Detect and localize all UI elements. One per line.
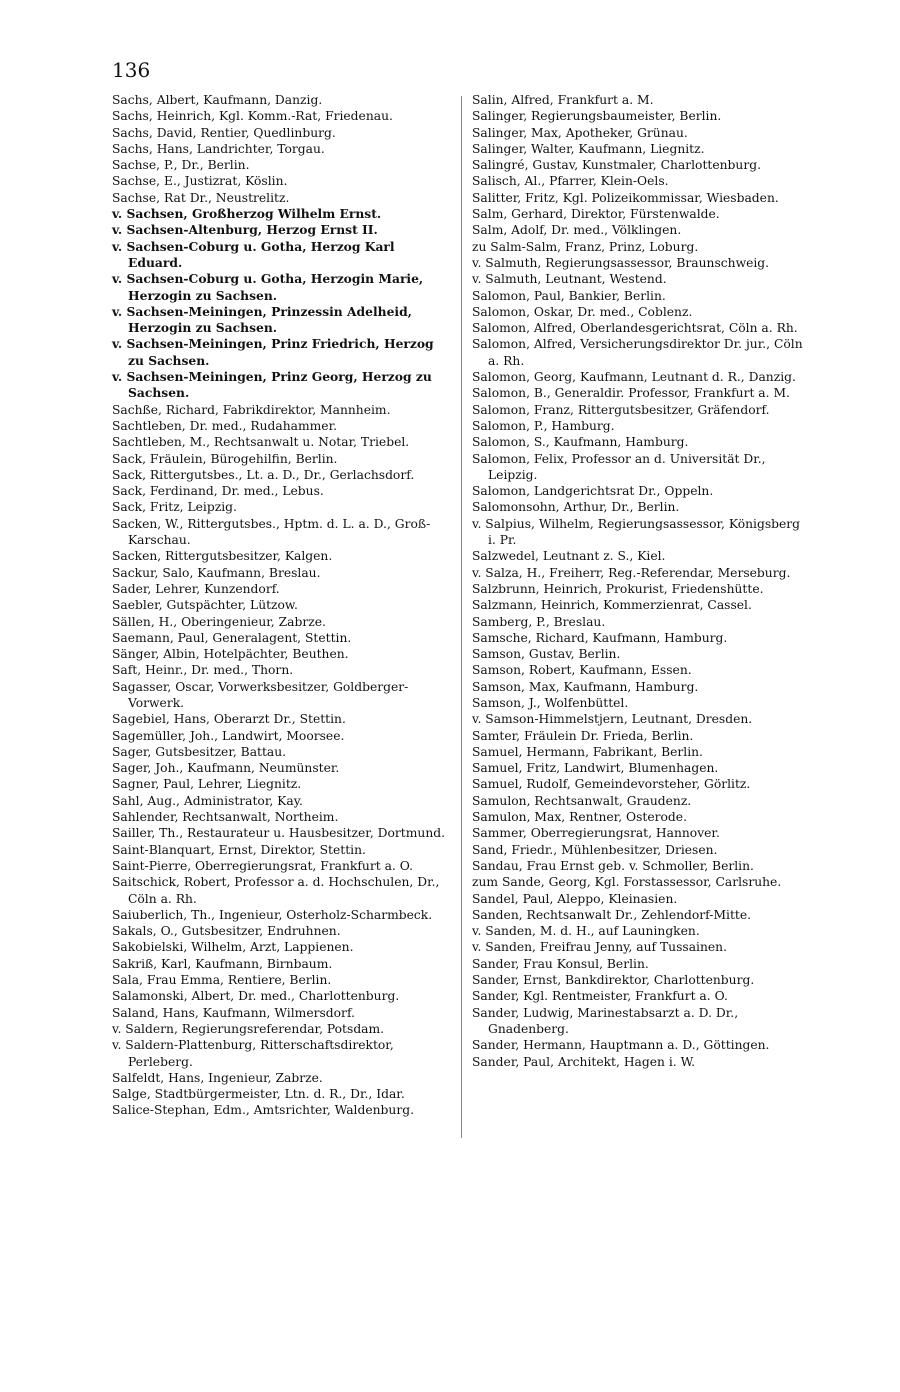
directory-entry: Sandel, Paul, Aleppo, Kleinasien. xyxy=(472,891,678,906)
directory-entry: Samter, Fräulein Dr. Frieda, Berlin. xyxy=(472,728,694,743)
directory-entry: Sand, Friedr., Mühlenbesitzer, Driesen. xyxy=(472,842,718,857)
directory-entry: Samson, Max, Kaufmann, Hamburg. xyxy=(472,679,699,694)
directory-entry: Sacken, W., Rittergutsbes., Hptm. d. L. a. D., Groß-Karschau. xyxy=(112,516,431,548)
directory-entry: Sader, Lehrer, Kunzendorf. xyxy=(112,581,280,596)
directory-entry: Sachtleben, Dr. med., Rudahammer. xyxy=(112,418,338,433)
directory-entry: Salzbrunn, Heinrich, Prokurist, Friedenshütte. xyxy=(472,581,764,596)
directory-entry: Sackur, Salo, Kaufmann, Breslau. xyxy=(112,565,321,580)
directory-entry: v. Sachsen-Meiningen, Prinz Friedrich, Herzog zu Sachsen. xyxy=(112,336,434,368)
directory-entry: v. Sachsen-Meiningen, Prinz Georg, Herzog zu Sachsen. xyxy=(112,369,432,401)
directory-entry: Salzwedel, Leutnant z. S., Kiel. xyxy=(472,549,666,564)
directory-entry: zum Sande, Georg, Kgl. Forstassessor, Carlsruhe. xyxy=(472,875,782,890)
directory-entry: zu Salm-Salm, Franz, Prinz, Loburg. xyxy=(472,239,699,254)
directory-entry: Sagemüller, Joh., Landwirt, Moorsee. xyxy=(112,728,345,743)
directory-entry: Salice-Stephan, Edm., Amtsrichter, Waldenburg. xyxy=(112,1103,415,1118)
directory-entry: v. Samson-Himmelstjern, Leutnant, Dresden. xyxy=(472,712,753,727)
directory-entry: Sander, Kgl. Rentmeister, Frankfurt a. O. xyxy=(472,989,728,1004)
directory-entry: Sailler, Th., Restaurateur u. Hausbesitzer, Dortmund. xyxy=(112,826,446,841)
right-column xyxy=(472,92,810,1070)
directory-entry: Sachs, Hans, Landrichter, Torgau. xyxy=(112,141,325,156)
directory-entry: Samuel, Rudolf, Gemeindevorsteher, Görlitz. xyxy=(472,777,751,792)
column-divider xyxy=(461,96,462,1138)
directory-entry: Samsche, Richard, Kaufmann, Hamburg. xyxy=(472,630,728,645)
directory-entry: Sachse, E., Justizrat, Köslin. xyxy=(112,174,288,189)
directory-entry: v. Salmuth, Leutnant, Westend. xyxy=(472,272,667,287)
directory-entry: Salomon, Franz, Rittergutsbesitzer, Gräfendorf. xyxy=(472,402,770,417)
directory-entry: v. Salmuth, Regierungsassessor, Braunschweig. xyxy=(472,255,770,270)
directory-entry: Sagebiel, Hans, Oberarzt Dr., Stettin. xyxy=(112,712,346,727)
directory-entry: Sack, Rittergutsbes., Lt. a. D., Dr., Gerlachsdorf. xyxy=(112,467,415,482)
directory-entry: Sachße, Richard, Fabrikdirektor, Mannheim. xyxy=(112,402,391,417)
directory-entry: v. Salza, H., Freiherr, Reg.-Referendar, Merseburg. xyxy=(472,565,791,580)
directory-entry: Saemann, Paul, Generalagent, Stettin. xyxy=(112,630,352,645)
directory-entry: Salitter, Fritz, Kgl. Polizeikommissar, Wiesbaden. xyxy=(472,190,779,205)
directory-entry: v. Sanden, M. d. H., auf Launingken. xyxy=(472,924,700,939)
directory-entry: Sander, Frau Konsul, Berlin. xyxy=(472,956,649,971)
directory-entry: Saiuberlich, Th., Ingenieur, Osterholz-Scharmbeck. xyxy=(112,907,433,922)
directory-entry: Saft, Heinr., Dr. med., Thorn. xyxy=(112,663,294,678)
directory-entry: Sanden, Rechtsanwalt Dr., Zehlendorf-Mitte. xyxy=(472,907,752,922)
directory-entry: Sachse, Rat Dr., Neustrelitz. xyxy=(112,190,290,205)
directory-entry: Salomonsohn, Arthur, Dr., Berlin. xyxy=(472,500,680,515)
directory-entry: Salomon, Oskar, Dr. med., Coblenz. xyxy=(472,304,693,319)
directory-entry: Samulon, Rechtsanwalt, Graudenz. xyxy=(472,793,692,808)
directory-entry: Saland, Hans, Kaufmann, Wilmersdorf. xyxy=(112,1005,355,1020)
directory-entry: Salomon, Alfred, Versicherungsdirektor Dr. jur., Cöln a. Rh. xyxy=(472,337,803,368)
directory-entry: Sällen, H., Oberingenieur, Zabrze. xyxy=(112,614,326,629)
directory-entry: v. Salpius, Wilhelm, Regierungsassessor, Königsberg i. Pr. xyxy=(472,516,801,548)
directory-entry: Samulon, Max, Rentner, Osterode. xyxy=(472,810,687,825)
left-column xyxy=(112,92,452,1119)
directory-entry: v. Sachsen-Coburg u. Gotha, Herzog Karl Eduard. xyxy=(112,238,395,270)
directory-entry: Saitschick, Robert, Professor a. d. Hochschulen, Dr., Cöln a. Rh. xyxy=(112,875,440,906)
directory-entry: Salingré, Gustav, Kunstmaler, Charlottenburg. xyxy=(472,158,761,173)
directory-entry: Sack, Fräulein, Bürogehilfin, Berlin. xyxy=(112,451,338,466)
directory-entry: Sander, Hermann, Hauptmann a. D., Göttingen. xyxy=(472,1038,770,1053)
directory-entry: Sakobielski, Wilhelm, Arzt, Lappienen. xyxy=(112,940,354,955)
directory-entry: Sandau, Frau Ernst geb. v. Schmoller, Berlin. xyxy=(472,858,754,873)
directory-entry: Saint-Pierre, Oberregierungsrat, Frankfurt a. O. xyxy=(112,858,413,873)
directory-entry: Salomon, S., Kaufmann, Hamburg. xyxy=(472,435,689,450)
directory-entry: Samson, Gustav, Berlin. xyxy=(472,647,621,662)
directory-entry: v. Saldern, Regierungsreferendar, Potsdam. xyxy=(112,1021,385,1036)
directory-entry: Sander, Ludwig, Marinestabsarzt a. D. Dr., Gnadenberg. xyxy=(472,1005,739,1036)
directory-entry: Salomon, P., Hamburg. xyxy=(472,418,615,433)
directory-entry: Sagner, Paul, Lehrer, Liegnitz. xyxy=(112,777,302,792)
directory-entry: Salamonski, Albert, Dr. med., Charlottenburg. xyxy=(112,989,400,1004)
directory-entry: Sack, Fritz, Leipzig. xyxy=(112,500,237,515)
directory-entry: Sachtleben, M., Rechtsanwalt u. Notar, Triebel. xyxy=(112,435,410,450)
directory-entry: Sachs, Albert, Kaufmann, Danzig. xyxy=(112,93,323,107)
directory-entry: Salfeldt, Hans, Ingenieur, Zabrze. xyxy=(112,1070,323,1085)
directory-entry: Sahlender, Rechtsanwalt, Northeim. xyxy=(112,810,339,825)
directory-entry: Sachs, Heinrich, Kgl. Komm.-Rat, Friedenau. xyxy=(112,109,393,124)
directory-entry: Salzmann, Heinrich, Kommerzienrat, Cassel. xyxy=(472,598,752,613)
directory-entry: v. Saldern-Plattenburg, Ritterschaftsdirektor, Perleberg. xyxy=(112,1038,394,1069)
directory-entry: Salisch, Al., Pfarrer, Klein-Oels. xyxy=(472,174,669,189)
directory-entry: Salinger, Max, Apotheker, Grünau. xyxy=(472,125,688,140)
directory-entry: Salinger, Regierungsbaumeister, Berlin. xyxy=(472,109,722,124)
directory-entry: Salge, Stadtbürgermeister, Ltn. d. R., Dr., Idar. xyxy=(112,1087,405,1102)
directory-entry: Samson, J., Wolfenbüttel. xyxy=(472,695,629,710)
directory-entry: Samuel, Hermann, Fabrikant, Berlin. xyxy=(472,744,703,759)
directory-entry: Salomon, Georg, Kaufmann, Leutnant d. R., Danzig. xyxy=(472,370,796,385)
directory-entry: Sagasser, Oscar, Vorwerksbesitzer, Goldberger-Vorwerk. xyxy=(112,679,409,710)
directory-entry: Saint-Blanquart, Ernst, Direktor, Stettin. xyxy=(112,842,366,857)
directory-entry: Samson, Robert, Kaufmann, Essen. xyxy=(472,663,692,678)
page-number: 136 xyxy=(112,58,151,82)
directory-entry: Sander, Ernst, Bankdirektor, Charlottenburg. xyxy=(472,973,755,988)
directory-entry: Sammer, Oberregierungsrat, Hannover. xyxy=(472,826,720,841)
directory-entry: Salomon, Paul, Bankier, Berlin. xyxy=(472,288,666,303)
directory-entry: Salomon, Landgerichtsrat Dr., Oppeln. xyxy=(472,484,714,499)
directory-entry: Sager, Gutsbesitzer, Battau. xyxy=(112,744,287,759)
directory-entry: Salinger, Walter, Kaufmann, Liegnitz. xyxy=(472,141,705,156)
directory-entry: Sakriß, Karl, Kaufmann, Birnbaum. xyxy=(112,956,333,971)
directory-entry: Sander, Paul, Architekt, Hagen i. W. xyxy=(472,1054,696,1069)
directory-entry: v. Sanden, Freifrau Jenny, auf Tussainen. xyxy=(472,940,727,955)
directory-entry: Sahl, Aug., Administrator, Kay. xyxy=(112,793,303,808)
directory-entry: Samuel, Fritz, Landwirt, Blumenhagen. xyxy=(472,761,719,776)
directory-entry: Sager, Joh., Kaufmann, Neumünster. xyxy=(112,761,340,776)
directory-entry: Sakals, O., Gutsbesitzer, Endruhnen. xyxy=(112,924,341,939)
directory-entry: Salomon, Alfred, Oberlandesgerichtsrat, Cöln a. Rh. xyxy=(472,321,798,336)
directory-entry: Salm, Adolf, Dr. med., Völklingen. xyxy=(472,223,682,238)
directory-entry: v. Sachsen, Großherzog Wilhelm Ernst. xyxy=(112,206,382,222)
directory-entry: Sala, Frau Emma, Rentiere, Berlin. xyxy=(112,973,332,988)
directory-entry: Salm, Gerhard, Direktor, Fürstenwalde. xyxy=(472,207,720,222)
directory-entry: Saebler, Gutspächter, Lützow. xyxy=(112,598,298,613)
directory-entry: v. Sachsen-Altenburg, Herzog Ernst II. xyxy=(112,222,378,238)
directory-entry: v. Sachsen-Coburg u. Gotha, Herzogin Marie, Herzogin zu Sachsen. xyxy=(112,271,424,303)
directory-entry: Samberg, P., Breslau. xyxy=(472,614,606,629)
directory-entry: Salomon, Felix, Professor an d. Universität Dr., Leipzig. xyxy=(472,451,766,482)
directory-entry: Sachs, David, Rentier, Quedlinburg. xyxy=(112,125,336,140)
directory-entry: v. Sachsen-Meiningen, Prinzessin Adelheid, Herzogin zu Sachsen. xyxy=(112,303,412,336)
directory-entry: Sacken, Rittergutsbesitzer, Kalgen. xyxy=(112,549,333,564)
directory-entry: Salin, Alfred, Frankfurt a. M. xyxy=(472,93,654,107)
directory-entry: Sachse, P., Dr., Berlin. xyxy=(112,158,250,173)
directory-entry: Salomon, B., Generaldir. Professor, Frankfurt a. M. xyxy=(472,386,790,401)
directory-entry: Sack, Ferdinand, Dr. med., Lebus. xyxy=(112,484,324,499)
directory-entry: Sänger, Albin, Hotelpächter, Beuthen. xyxy=(112,647,349,662)
